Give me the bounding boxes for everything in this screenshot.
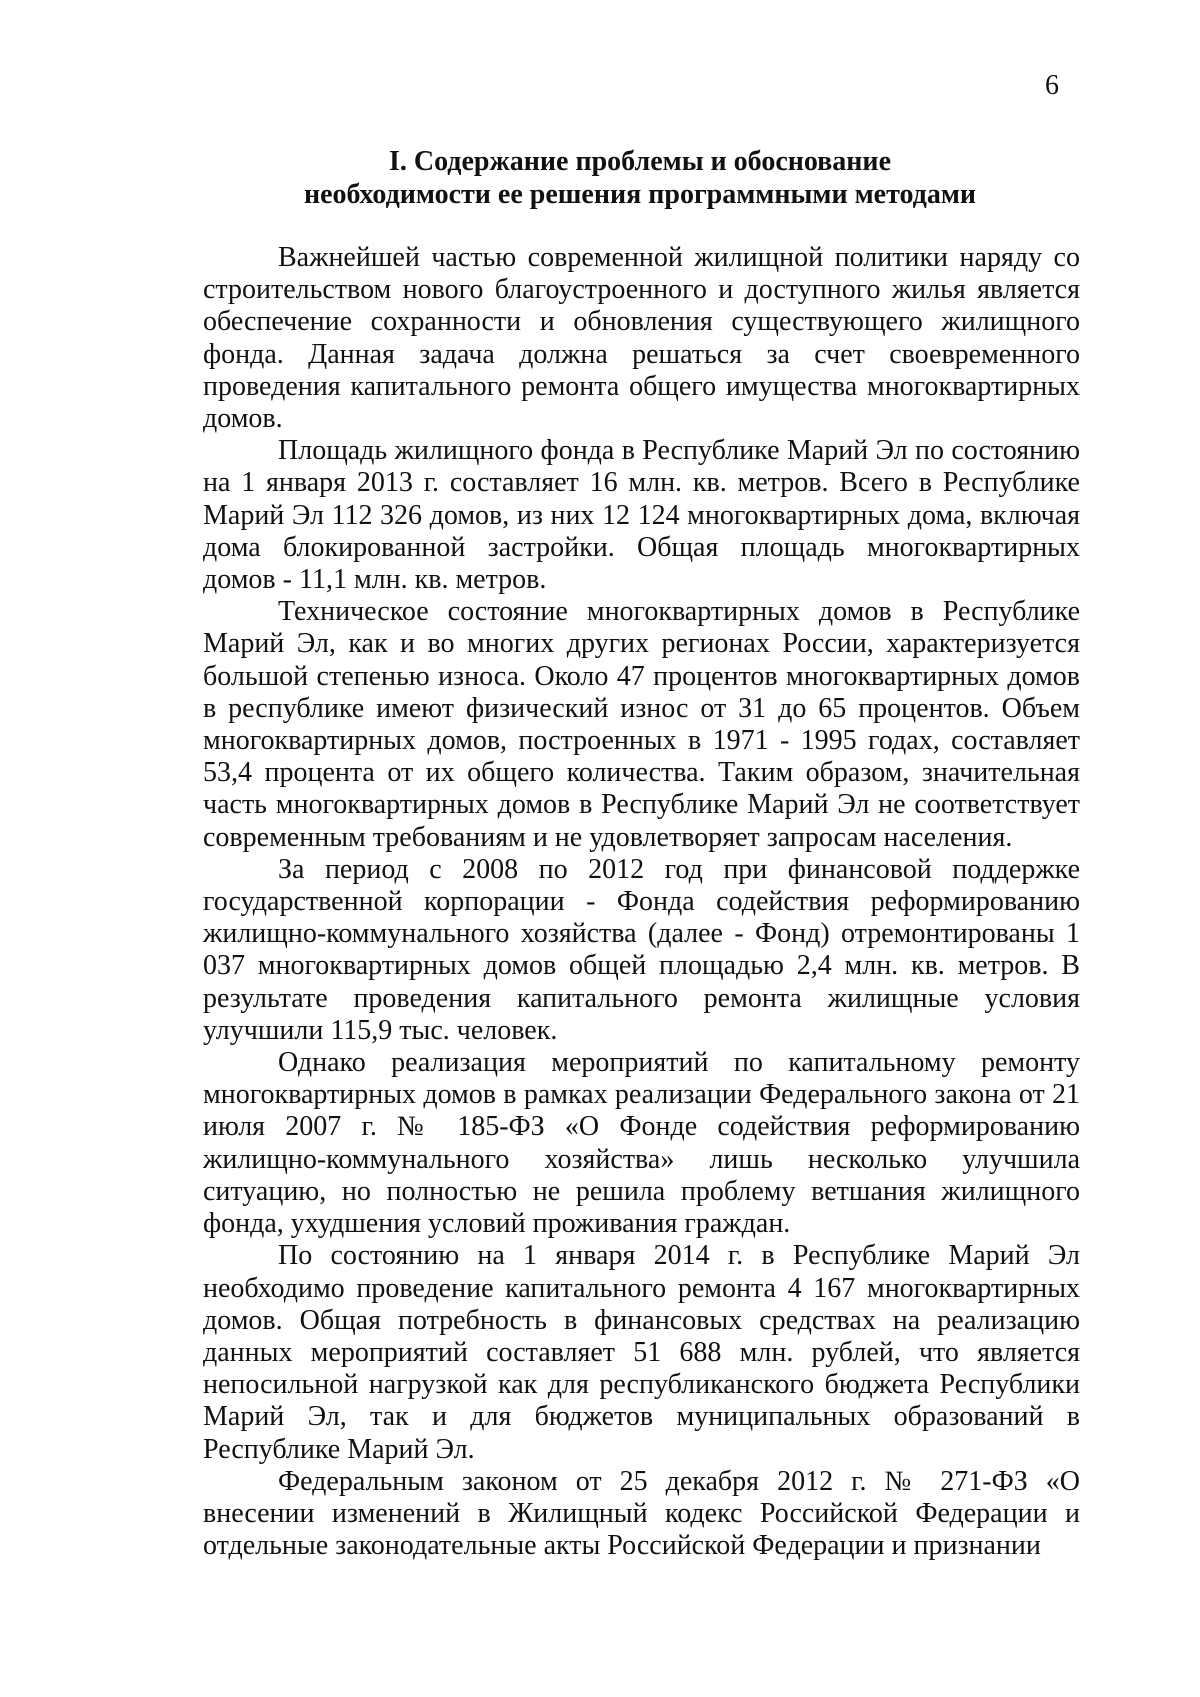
paragraph: За период с 2008 по 2012 год при финансовой поддержке государственной корпорации - Фонда содействия реформированию жилищно-коммунального хозяйства (далее - Фонд) отремонтированы 1 037 многоквартирных домов общей площадью 2,4 млн. кв. метров. В результате проведения капитального ремонта жилищные условия улучшили 115,9 тыс. человек. (203, 853, 1080, 1046)
document-body (203, 242, 1080, 1562)
paragraph: По состоянию на 1 января 2014 г. в Республике Марий Эл необходимо проведение капитального ремонта 4 167 многоквартирных домов. Общая потребность в финансовых средствах на реализацию данных мероприятий составляет 51 688 млн. рублей, что является непосильной нагрузкой как для республиканского бюджета Республики Марий Эл, так и для бюджетов муниципальных образований в Республике Марий Эл. (203, 1240, 1080, 1465)
paragraph: Площадь жилищного фонда в Республике Марий Эл по состоянию на 1 января 2013 г. составляет 16 млн. кв. метров. Всего в Республике Марий Эл 112 326 домов, из них 12 124 многоквартирных дома, включая дома блокированной застройки. Общая площадь многоквартирных домов - 11,1 млн. кв. метров. (203, 435, 1080, 596)
paragraph: Важнейшей частью современной жилищной политики наряду со строительством нового благоустроенного и доступного жилья является обеспечение сохранности и обновления существующего жилищного фонда. Данная задача должна решаться за счет своевременного проведения капитального ремонта общего имущества многоквартирных домов. (203, 242, 1080, 435)
section-heading (200, 145, 1080, 211)
section-heading-line-1: I. Содержание проблемы и обоснование (389, 146, 891, 177)
paragraph: Техническое состояние многоквартирных домов в Республике Марий Эл, как и во многих других регионах России, характеризуется большой степенью износа. Около 47 процентов многоквартирных домов в республике имеют физический износ от 31 до 65 процентов. Объем многоквартирных домов, построенных в 1971 - 1995 годах, составляет 53,4 процента от их общего количества. Таким образом, значительная часть многоквартирных домов в Республике Марий Эл не соответствует современным требованиям и не удовлетворяет запросам населения. (203, 596, 1080, 853)
paragraph: Федеральным законом от 25 декабря 2012 г. № 271-ФЗ «О внесении изменений в Жилищный кодекс Российской Федерации и отдельные законодательные акты Российской Федерации и признании (203, 1465, 1080, 1562)
section-heading-line-2: необходимости ее решения программными методами (303, 179, 977, 210)
page-number: 6 (1045, 70, 1059, 101)
paragraph: Однако реализация мероприятий по капитальному ремонту многоквартирных домов в рамках реализации Федерального закона от 21 июля 2007 г. № 185-ФЗ «О Фонде содействия реформированию жилищно-коммунального хозяйства» лишь несколько улучшила ситуацию, но полностью не решила проблему ветшания жилищного фонда, ухудшения условий проживания граждан. (203, 1047, 1080, 1240)
